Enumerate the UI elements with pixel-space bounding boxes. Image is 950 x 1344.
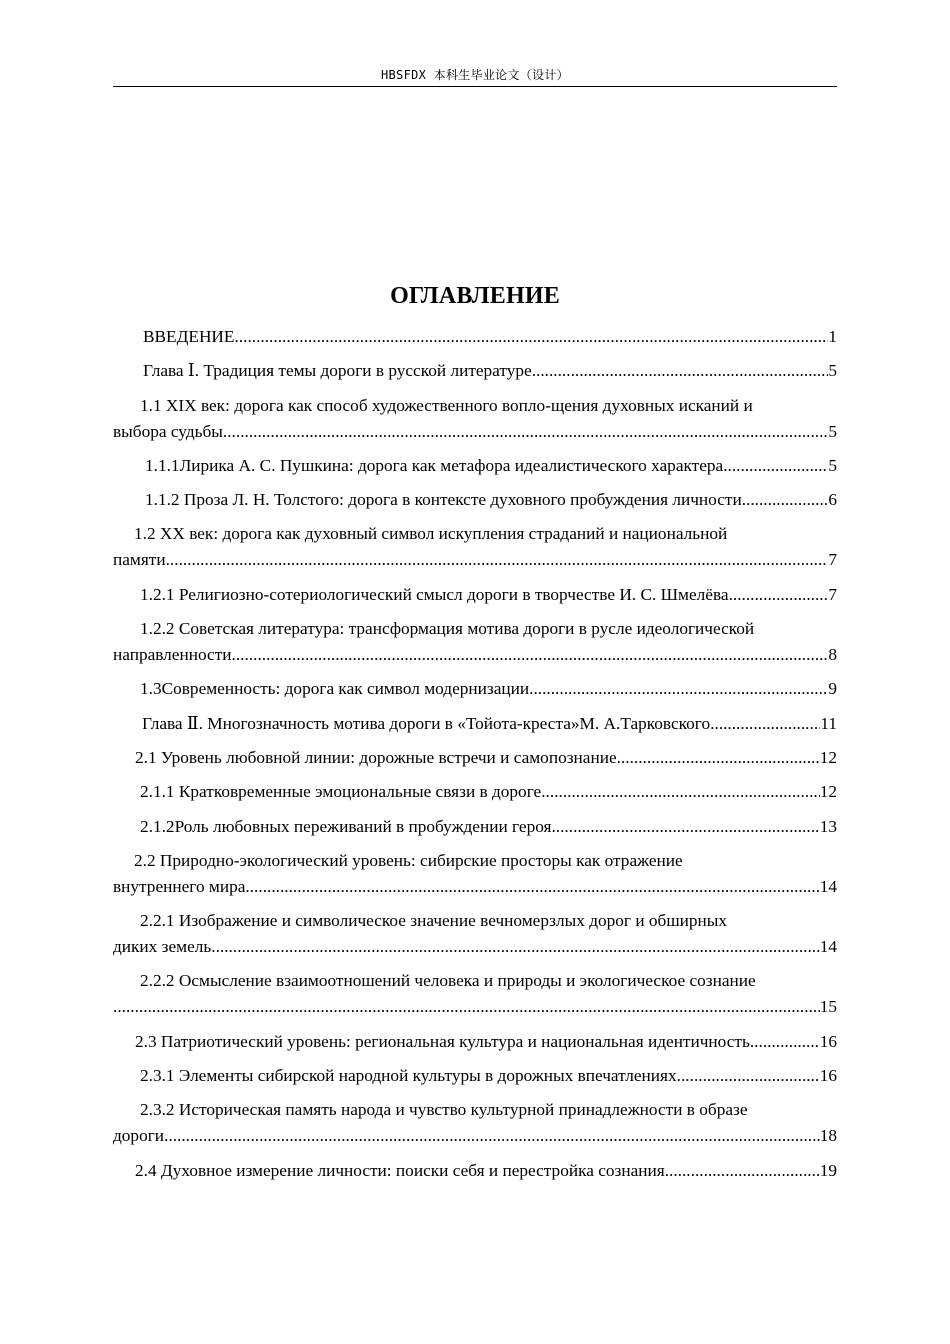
toc-entry-text-cont: выбора судьбы	[113, 421, 223, 441]
toc-leader	[723, 453, 828, 479]
toc-leader	[223, 419, 828, 445]
toc-entry	[113, 521, 837, 573]
toc-entry	[113, 908, 837, 960]
toc-entry-text-cont: дороги	[113, 1126, 165, 1146]
toc-leader	[234, 324, 828, 350]
toc-page-number: 16	[819, 1031, 837, 1051]
toc-page-number: 6	[828, 490, 837, 510]
toc-entry	[113, 745, 837, 771]
toc-entry	[113, 1029, 837, 1055]
toc-entry-text: Глава Ⅱ. Многозначность мотива дороги в «Тойота-креста»М. А.Тарковского	[142, 713, 711, 733]
toc-leader	[245, 874, 819, 900]
toc-leader	[617, 745, 820, 771]
toc-entry-text: 1.2.1 Религиозно-сотериологический смысл дороги в творчестве И. С. Шмелёва	[140, 584, 729, 604]
toc-entry-text: 2.3 Патриотический уровень: региональная культура и национальная идентичность	[135, 1031, 750, 1051]
toc-page-number: 5	[828, 421, 837, 441]
toc-page-number: 13	[819, 816, 837, 836]
toc-entry-text: 2.2.1 Изображение и символическое значение вечномерзлых дорог и обширных	[140, 911, 728, 931]
toc-leader	[166, 547, 829, 573]
toc-leader	[532, 358, 829, 384]
toc-entry-text: 2.1.1 Кратковременные эмоциональные связи в дороге	[140, 782, 542, 802]
toc-entry	[113, 1158, 837, 1184]
toc-entry	[113, 779, 837, 805]
toc-entry-text: 2.3.1 Элементы сибирской народной культуры в дорожных впечатлениях	[140, 1066, 677, 1086]
toc-entry	[113, 324, 837, 350]
toc-leader	[541, 779, 819, 805]
toc-entry-text: 2.3.2 Историческая память народа и чувство культурной принадлежности в образе	[140, 1100, 748, 1120]
toc-entry-text-cont: диких земель	[113, 937, 212, 957]
toc-entry	[113, 487, 837, 513]
toc-page-number: 14	[819, 876, 837, 896]
toc-entry	[113, 1063, 837, 1089]
header-rule	[113, 86, 837, 87]
toc-leader	[710, 711, 820, 737]
toc-leader	[665, 1158, 820, 1184]
toc-entry-text: 2.1 Уровень любовной линии: дорожные встречи и самопознание	[135, 747, 617, 767]
toc-entry	[113, 711, 837, 737]
toc-page-number: 11	[820, 713, 837, 733]
toc-page-number: 1	[828, 327, 837, 346]
toc-page-number: 18	[819, 1126, 837, 1146]
toc-entry	[113, 968, 837, 1020]
toc-leader	[729, 582, 829, 608]
toc-entry-text: 1.1.2 Проза Л. Н. Толстого: дорога в контексте духовного пробуждения личности	[145, 490, 742, 510]
toc-leader	[113, 994, 820, 1020]
toc-entry	[113, 848, 837, 900]
toc-page-number: 16	[819, 1066, 837, 1086]
toc-entry	[113, 1097, 837, 1149]
toc-entry-text: 2.2 Природно-экологический уровень: сибирские просторы как отражение	[134, 850, 683, 870]
toc-leader	[742, 487, 829, 513]
toc-entry	[113, 358, 837, 384]
toc-leader	[211, 934, 819, 960]
toc-entry-text-cont: направленности	[113, 645, 232, 665]
toc-entry	[113, 616, 837, 668]
table-of-contents	[113, 324, 837, 1192]
toc-page-number: 8	[828, 645, 837, 665]
toc-entry-text: 2.1.2Роль любовных переживаний в пробуждении героя	[140, 816, 552, 836]
toc-page-number: 5	[828, 455, 837, 475]
page-title: ОГЛАВЛЕНИЕ	[390, 283, 560, 309]
toc-entry-text: Глава Ⅰ. Традиция темы дороги в русской литературе	[143, 361, 532, 381]
toc-leader	[677, 1063, 820, 1089]
toc-entry-text: ВВЕДЕНИЕ	[143, 327, 235, 346]
toc-entry-text: 1.2.2 Советская литература: трансформация мотива дороги в русле идеологической	[140, 619, 755, 639]
running-header: HBSFDX 本科生毕业论文（设计）	[381, 68, 569, 82]
toc-page-number: 19	[819, 1160, 837, 1180]
toc-entry-text: 1.1 XIX век: дорога как способ художественного вопло-щения духовных исканий и	[140, 395, 753, 415]
toc-entry-text: 2.4 Духовное измерение личности: поиски себя и перестройка сознания	[135, 1160, 665, 1180]
toc-page-number: 14	[819, 937, 837, 957]
toc-page-number: 12	[819, 782, 837, 802]
toc-entry-text-cont: памяти	[113, 550, 166, 570]
toc-entry-text: 1.1.1Лирика А. С. Пушкина: дорога как метафора идеалистического характера	[145, 455, 724, 475]
toc-entry	[113, 582, 837, 608]
toc-leader	[232, 642, 829, 668]
toc-entry-text-cont: внутреннего мира	[113, 876, 246, 896]
toc-page-number: 7	[828, 584, 837, 604]
toc-entry	[113, 393, 837, 445]
toc-leader	[529, 676, 828, 702]
toc-entry	[113, 814, 837, 840]
toc-page-number: 12	[819, 747, 837, 767]
toc-leader	[551, 814, 819, 840]
toc-entry-text: 2.2.2 Осмысление взаимоотношений человека и природы и экологическое сознание	[140, 971, 756, 991]
toc-page-number: 7	[828, 550, 837, 570]
toc-page-number: 5	[828, 361, 837, 381]
toc-leader	[750, 1029, 820, 1055]
toc-entry	[113, 453, 837, 479]
toc-entry-text: 1.3Современность: дорога как символ модернизации	[140, 679, 530, 699]
toc-entry	[113, 676, 837, 702]
toc-page-number: 9	[828, 679, 837, 699]
toc-leader	[164, 1123, 820, 1149]
toc-page-number: 15	[819, 997, 837, 1017]
toc-entry-text: 1.2 XX век: дорога как духовный символ искупления страданий и национальной	[134, 524, 728, 544]
